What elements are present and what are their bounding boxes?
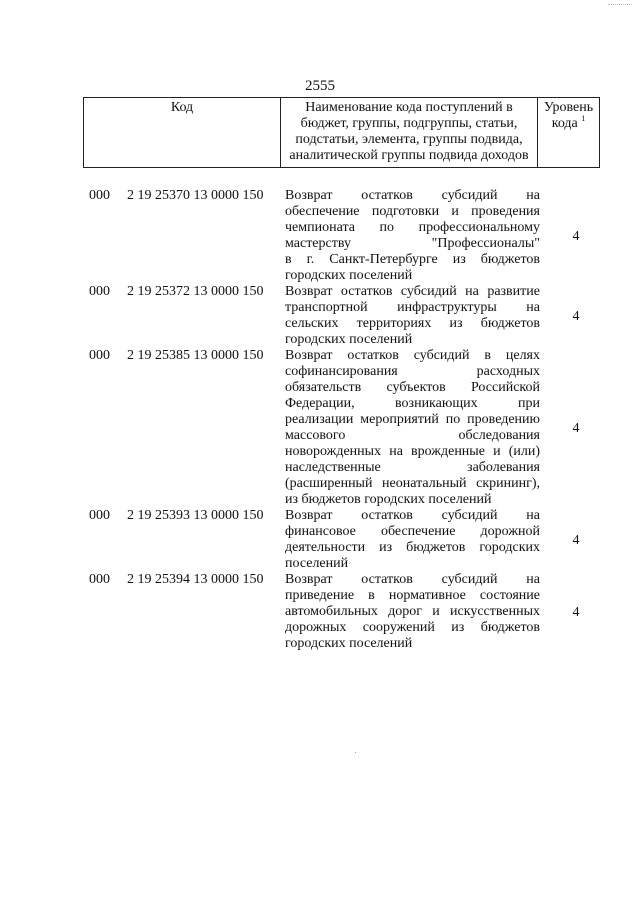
row-name-line: деятельности из бюджетов городских xyxy=(285,540,540,555)
row-name-line: реализации мероприятий по проведению xyxy=(285,412,540,427)
row-prefix: 000 xyxy=(89,572,110,587)
page-number: 2555 xyxy=(305,78,335,94)
row-name-line: сельских территориях из бюджетов xyxy=(285,316,540,331)
scan-dot xyxy=(355,752,356,753)
row-name-line: массового обследования xyxy=(285,428,540,443)
header-name-line: аналитической группы подвида доходов xyxy=(289,148,529,163)
header-code xyxy=(84,98,281,168)
row-name-line: обеспечение подготовки и проведения xyxy=(285,204,540,219)
row-name-line: городских поселений xyxy=(285,268,413,283)
row-name-line: Возврат остатков субсидий в целях xyxy=(285,348,540,363)
row-name-line: приведение в нормативное состояние xyxy=(285,588,540,603)
row-name-line: Возврат остатков субсидий на xyxy=(285,572,540,587)
row-name-line: чемпионата по профессиональному xyxy=(285,220,540,235)
row-name-line: мастерству "Профессионалы" xyxy=(285,236,540,251)
table-body xyxy=(0,188,640,652)
row-name xyxy=(285,572,540,652)
row-name-line: Возврат остатков субсидий на развитие xyxy=(285,284,540,299)
row-name-line: Федерации, возникающих при xyxy=(285,396,540,411)
row-name xyxy=(285,348,540,508)
table-row xyxy=(0,572,640,652)
table-header xyxy=(83,97,600,168)
row-level: 4 xyxy=(572,309,580,324)
row-name-line: городских поселений xyxy=(285,332,413,347)
row-code: 2 19 25385 13 0000 150 xyxy=(127,348,264,363)
table-row xyxy=(0,188,640,284)
row-level: 4 xyxy=(572,605,580,620)
row-name xyxy=(285,284,540,348)
header-level xyxy=(538,98,600,168)
row-code: 2 19 25394 13 0000 150 xyxy=(127,572,264,587)
row-code: 2 19 25370 13 0000 150 xyxy=(127,188,264,203)
row-name xyxy=(285,508,540,572)
row-prefix: 000 xyxy=(89,348,110,363)
row-name-line: обязательств субъектов Российской xyxy=(285,380,540,395)
row-name-line: в г. Санкт-Петербурге из бюджетов xyxy=(285,252,540,267)
row-name-line: наследственные заболевания xyxy=(285,460,540,475)
table-row xyxy=(0,284,640,348)
table-row xyxy=(0,348,640,508)
row-prefix: 000 xyxy=(89,284,110,299)
row-name-line: из бюджетов городских поселений xyxy=(285,492,492,507)
row-name-line: автомобильных дорог и искусственных xyxy=(285,604,540,619)
header-level-word: кода xyxy=(551,116,578,131)
row-prefix: 000 xyxy=(89,508,110,523)
scan-artifact xyxy=(608,4,632,11)
row-name-line: (расширенный неонатальный скрининг), xyxy=(285,476,540,491)
header-code-label: Код xyxy=(170,100,194,115)
row-level: 4 xyxy=(572,533,580,548)
row-name-line: городских поселений xyxy=(285,636,413,651)
row-name-line: транспортной инфраструктуры на xyxy=(285,300,540,315)
row-name-line: финансовое обеспечение дорожной xyxy=(285,524,540,539)
header-name-line: Наименование кода поступлений в xyxy=(305,100,513,115)
row-name xyxy=(285,188,540,284)
header-level-line: Уровень xyxy=(543,100,594,115)
row-name-line: новорожденных на врожденные и (или) xyxy=(285,444,540,459)
header-level-line xyxy=(541,116,596,132)
row-name-line: дорожных сооружений из бюджетов xyxy=(285,620,540,635)
row-name-line: поселений xyxy=(285,556,349,571)
header-name-line: бюджет, группы, подгруппы, статьи, xyxy=(300,116,518,131)
row-level: 4 xyxy=(572,421,580,436)
row-name-line: софинансирования расходных xyxy=(285,364,540,379)
row-code: 2 19 25393 13 0000 150 xyxy=(127,508,264,523)
row-level: 4 xyxy=(572,229,580,244)
row-prefix: 000 xyxy=(89,188,110,203)
table-row xyxy=(0,508,640,572)
header-name xyxy=(281,98,538,168)
row-name-line: Возврат остатков субсидий на xyxy=(285,508,540,523)
row-code: 2 19 25372 13 0000 150 xyxy=(127,284,264,299)
row-name-line: Возврат остатков субсидий на xyxy=(285,188,540,203)
footnote-marker: 1 xyxy=(581,114,586,123)
header-name-line: подстатьи, элемента, группы подвида, xyxy=(295,132,523,147)
